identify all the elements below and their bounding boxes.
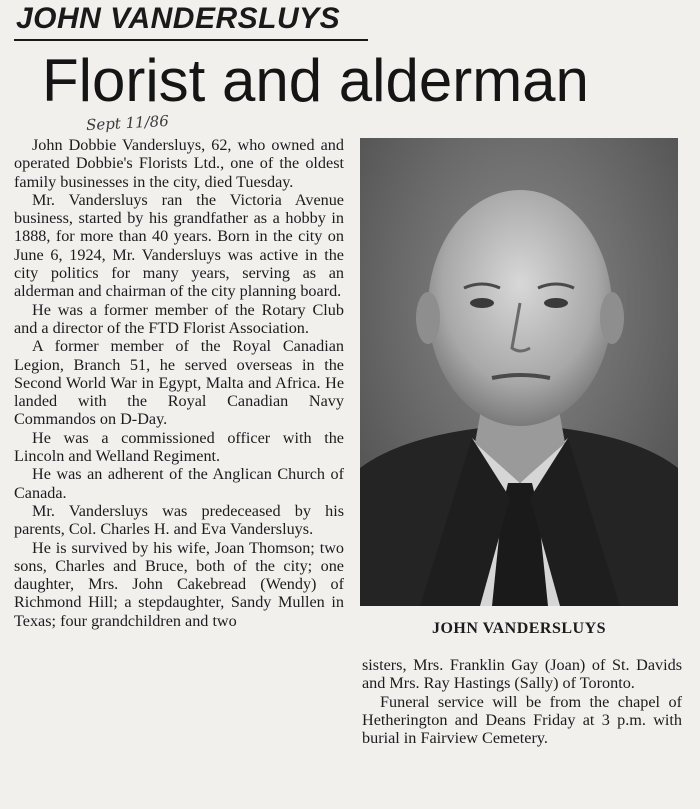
portrait-illustration [360, 138, 678, 606]
paragraph: A former member of the Royal Canadian Legion, Branch 51, he served overseas in the Second World War in Egypt, Malta and Africa. He landed with the Royal Canadian Navy Commandos on D-Day. [14, 337, 344, 429]
paragraph: Mr. Vandersluys ran the Victoria Avenue business, started by his grandfather as a hobby in 1888, for more than 40 years. Born in the city on June 6, 1924, Mr. Vandersluys was active in the city politics for many years, serving as an alderman and chairman of the city planning board. [14, 190, 344, 301]
paragraph: He was a commissioned officer with the Lincoln and Welland Regiment. [14, 428, 344, 466]
paragraph: He was a former member of the Rotary Club and a director of the FTD Florist Association. [14, 300, 344, 337]
kicker-name: JOHN VANDERSLUYS [16, 2, 341, 35]
paragraph: John Dobbie Vandersluys, 62, who owned and operated Dobbie's Florists Ltd., one of the oldest family businesses in the city, died Tuesday. [14, 136, 344, 191]
kicker-rule [14, 39, 368, 41]
photo-caption: JOHN VANDERSLUYS [431, 620, 607, 637]
headline: Florist and alderman [42, 47, 589, 114]
handwritten-date-note: Sept 11/86 [85, 111, 170, 135]
paragraph: He is survived by his wife, Joan Thomson; two sons, Charles and Bruce, both of the city; one daughter, Mrs. John Cakebread (Wendy) of Richmond Hill; a stepdaughter, Sandy Mullen in Texas; four grandchildren and two [14, 538, 344, 630]
paragraph: Mr. Vandersluys was predeceased by his parents, Col. Charles H. and Eva Vandersluys. [14, 501, 344, 539]
right-column [362, 656, 682, 747]
paragraph: Funeral service will be from the chapel of Hetherington and Deans Friday at 3 p.m. with burial in Fairview Cemetery. [362, 692, 682, 748]
left-column [14, 136, 344, 630]
paragraph-continuation: sisters, Mrs. Franklin Gay (Joan) of St. Davids and Mrs. Ray Hastings (Sally) of Toronto. [362, 656, 682, 693]
portrait-photo [360, 138, 678, 606]
paragraph: He was an adherent of the Anglican Church of Canada. [14, 465, 344, 502]
